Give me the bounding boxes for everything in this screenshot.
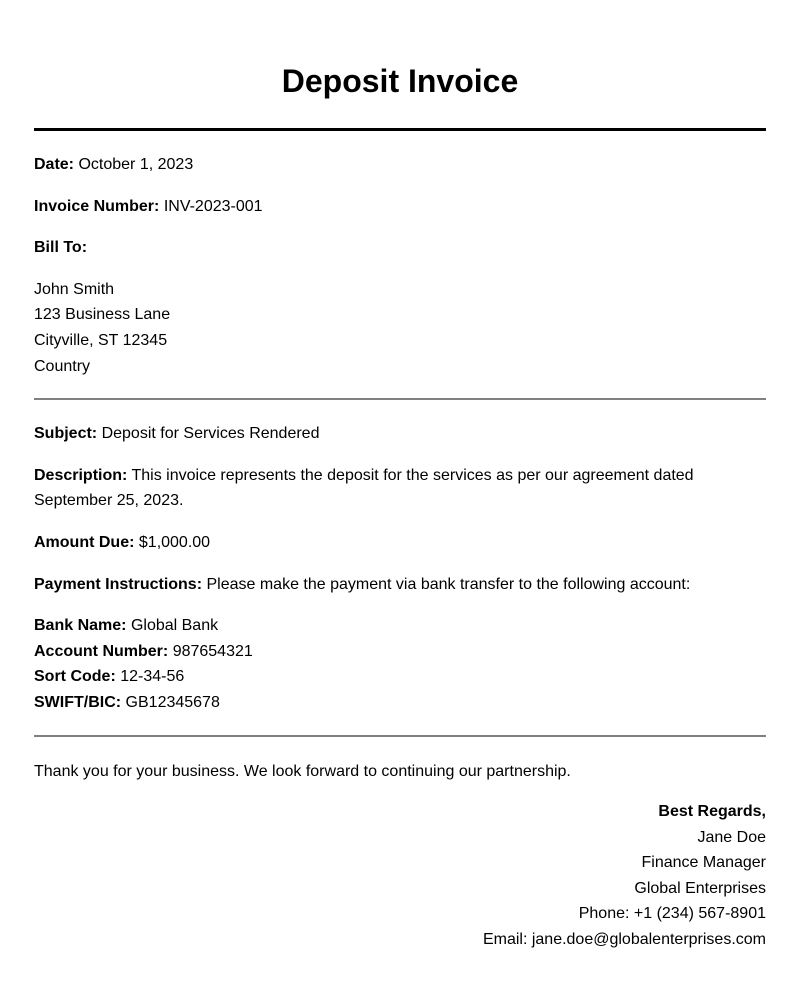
- invoice-number-value: INV-2023-001: [163, 197, 263, 215]
- invoice-number-line: [34, 194, 766, 220]
- bill-to-country: Country: [34, 357, 91, 375]
- sort-code-value: 12-34-56: [120, 668, 185, 686]
- invoice-document: [34, 0, 766, 953]
- description-value: This invoice represents the deposit for the services as per our agreement dated September 25, 2023.: [34, 466, 694, 510]
- signature-email: Email: jane.doe@globalenterprises.com: [482, 931, 766, 949]
- signature-block: [34, 799, 766, 953]
- bank-name-line: [34, 613, 766, 639]
- bill-to-name: John Smith: [34, 280, 115, 298]
- amount-due-line: [34, 530, 766, 556]
- account-number-label: Account Number:: [34, 642, 169, 660]
- thanks-message: Thank you for your business. We look forward to continuing our partnership.: [34, 762, 571, 780]
- description-line: [34, 463, 714, 514]
- bank-details: [34, 613, 766, 715]
- signature-closing: Best Regards,: [658, 803, 766, 821]
- date-line: [34, 152, 766, 178]
- amount-due-label: Amount Due:: [34, 533, 135, 551]
- account-number-value: 987654321: [172, 642, 253, 660]
- signature-phone: Phone: +1 (234) 567-8901: [578, 905, 766, 923]
- bill-to-address: [34, 277, 766, 379]
- bank-name-value: Global Bank: [130, 617, 219, 635]
- description-label: Description:: [34, 466, 128, 484]
- bank-name-label: Bank Name:: [34, 617, 127, 635]
- bill-to-label: Bill To:: [34, 239, 88, 257]
- sort-code-label: Sort Code:: [34, 668, 116, 686]
- title-divider: [34, 128, 766, 131]
- signature-company: Global Enterprises: [634, 879, 766, 897]
- payment-instructions-value: Please make the payment via bank transfer to the following account:: [206, 575, 691, 593]
- amount-due-value: $1,000.00: [138, 533, 211, 551]
- swift-label: SWIFT/BIC:: [34, 693, 122, 711]
- date-label: Date:: [34, 156, 75, 173]
- subject-value: Deposit for Services Rendered: [101, 425, 320, 443]
- bill-to-city: Cityville, ST 12345: [34, 331, 168, 349]
- invoice-number-label: Invoice Number:: [34, 197, 160, 215]
- sort-code-line: [34, 664, 766, 690]
- signature-name: Jane Doe: [697, 828, 766, 846]
- signature-title: Finance Manager: [641, 854, 766, 872]
- page-title: Deposit Invoice: [281, 63, 519, 99]
- swift-line: [34, 690, 766, 716]
- payment-instructions-label: Payment Instructions:: [34, 575, 203, 593]
- section-divider: [34, 398, 766, 400]
- section-divider: [34, 735, 766, 737]
- subject-label: Subject:: [34, 425, 98, 443]
- bill-to-street: 123 Business Lane: [34, 306, 171, 324]
- account-number-line: [34, 639, 766, 665]
- date-value: October 1, 2023: [78, 156, 194, 173]
- subject-line: [34, 421, 766, 447]
- payment-instructions-line: [34, 572, 766, 598]
- swift-value: GB12345678: [125, 693, 220, 711]
